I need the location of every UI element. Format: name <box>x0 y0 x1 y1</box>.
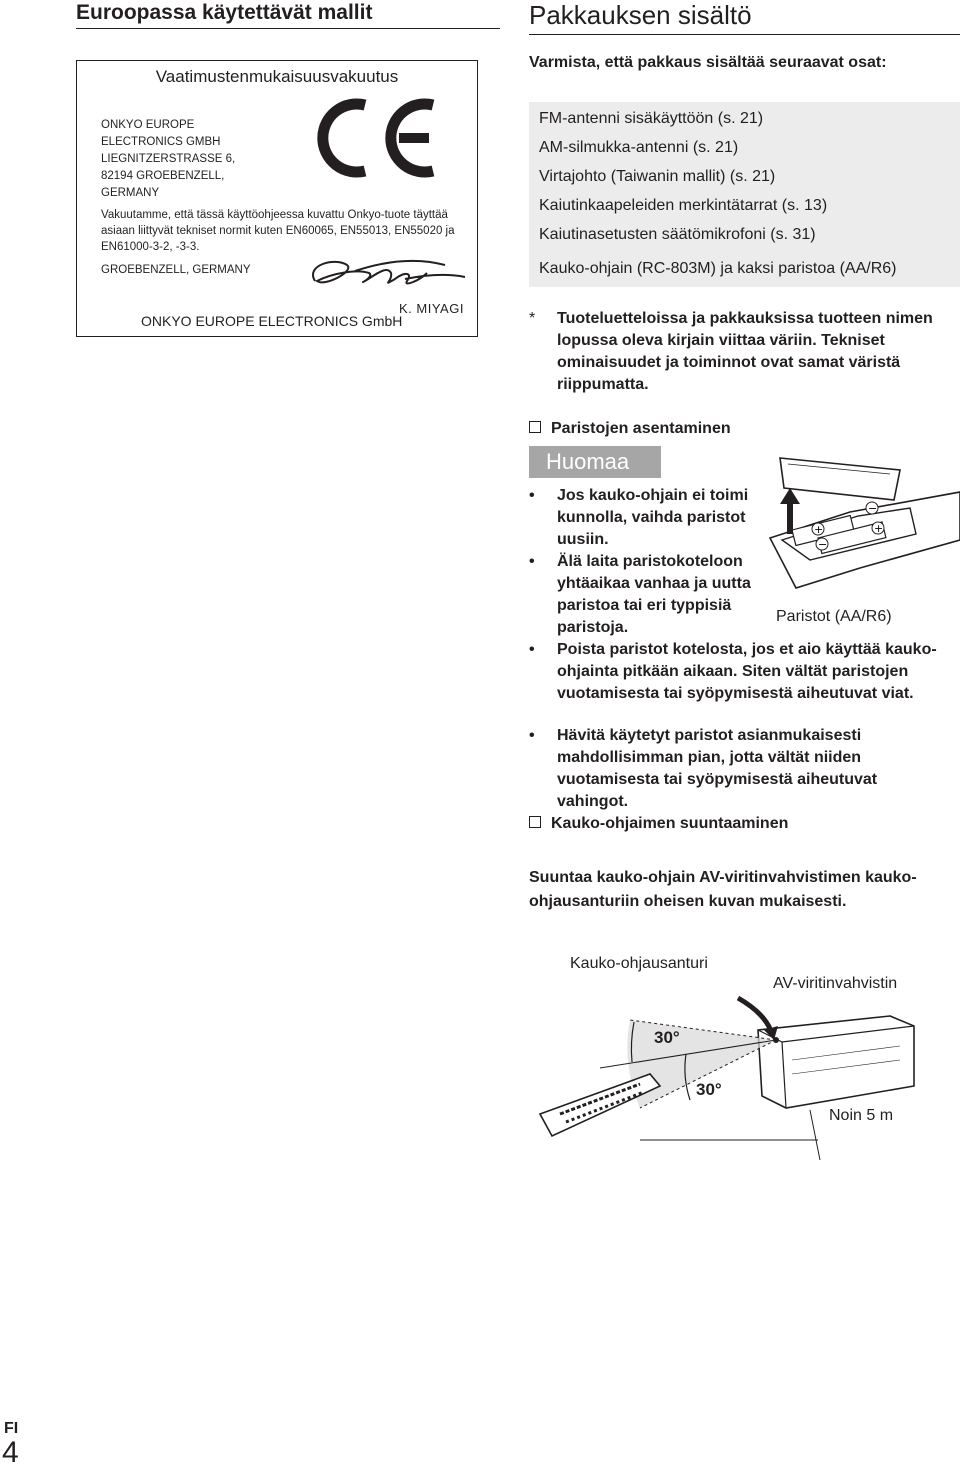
list-item: Kaiutinkaapeleiden merkintätarrat (s. 13) <box>539 197 828 214</box>
left-heading: Euroopassa käytettävät mallit <box>76 0 500 29</box>
section-title-text: Paristojen asentaminen <box>551 420 731 437</box>
checkbox-icon <box>529 816 541 828</box>
battery-section-title <box>529 420 731 438</box>
bullet-text: Jos kauko-ohjain ei toimi kunnolla, vaihda paristot uusiin. <box>557 487 749 548</box>
signature-icon <box>295 251 475 301</box>
right-heading: Pakkauksen sisältö <box>529 0 960 35</box>
address-line: ONKYO EUROPE <box>101 119 195 131</box>
package-intro: Varmista, että pakkaus sisältää seuraavat osat: <box>529 54 887 71</box>
asterisk: * <box>529 310 536 327</box>
list-item: Kauko-ohjain (RC-803M) ja kaksi paristoa (AA/R6) <box>539 260 897 277</box>
bullet-icon: • <box>529 487 535 504</box>
aim-section-title <box>529 815 788 833</box>
battery-illustration-icon <box>740 448 960 598</box>
sensor-label: Kauko-ohjausanturi <box>570 955 708 972</box>
declaration-statement: Vakuutamme, että tässä käyttöohjeessa kuvattu Onkyo-tuote täyttää asiaan liittyvät tekniset normit kuten EN60065, EN55013, EN55020 ja EN61000-3-2, -3-3. <box>101 209 455 253</box>
section-title-text: Kauko-ohjaimen suuntaaminen <box>551 815 789 832</box>
battery-caption: Paristot (AA/R6) <box>776 608 892 625</box>
aim-instructions: Suuntaa kauko-ohjain AV-viritinvahvistimen kauko-ohjausanturiin oheisen kuvan mukaisesti. <box>529 869 917 910</box>
list-item: Kaiutinasetusten säätömikrofoni (s. 31) <box>539 226 816 243</box>
distance-label: Noin 5 m <box>829 1107 894 1124</box>
svg-text:+: + <box>874 522 884 535</box>
list-item: FM-antenni sisäkäyttöön (s. 21) <box>539 110 764 127</box>
angle-label-top: 30° <box>654 1028 680 1047</box>
bullet-icon: • <box>529 641 535 658</box>
note-badge: Huomaa <box>529 446 661 478</box>
bullet-text: Poista paristot kotelosta, jos et aio käyttää kauko-ohjainta pitkään aikaan. Siten vältät paristojen vuotamisesta tai syöpymisestä aiheutuvat viat. <box>557 641 937 702</box>
list-item: Virtajohto (Taiwanin mallit) (s. 21) <box>539 168 776 185</box>
list-item <box>529 551 754 639</box>
address-line: LIEGNITZERSTRASSE 6, <box>101 153 236 165</box>
declaration-title: Vaatimustenmukaisuusvakuutus <box>155 67 399 86</box>
signer-name: K. MIYAGI <box>399 301 464 316</box>
bullet-icon: • <box>529 553 535 570</box>
package-contents-list <box>529 102 960 287</box>
bullet-icon: • <box>529 727 535 744</box>
address-line: GERMANY <box>101 187 160 199</box>
list-item <box>529 639 954 705</box>
language-tag: FI <box>4 1420 19 1437</box>
page-number: 4 <box>2 1436 19 1469</box>
angle-label-bottom: 30° <box>696 1080 722 1099</box>
manufacturer-address <box>101 117 301 202</box>
remote-aiming-diagram-icon <box>530 990 950 1170</box>
note-text: Tuoteluetteloissa ja pakkauksissa tuotteen nimen lopussa oleva kirjain viittaa väriin. Tekniset ominaisuudet ja toiminnot ovat samat väristä riippumatta. <box>557 310 933 393</box>
svg-text:+: + <box>814 523 824 536</box>
bullet-text: Hävitä käytetyt paristot asianmukaisesti mahdollisimman pian, jotta vältät niiden vuotamisesta tai syöpymisestä aiheutuvat vahingot. <box>557 727 878 810</box>
checkbox-icon <box>529 421 541 433</box>
list-item <box>529 485 749 551</box>
address-line: 82194 GROEBENZELL, <box>101 170 225 182</box>
declaration-city: GROEBENZELL, GERMANY <box>101 264 251 276</box>
svg-text:−: − <box>818 538 828 551</box>
address-line: ELECTRONICS GMBH <box>101 136 221 148</box>
declaration-box <box>76 60 478 337</box>
ce-mark-icon <box>313 93 443 183</box>
color-note <box>529 308 954 396</box>
list-item: AM-silmukka-antenni (s. 21) <box>539 139 739 156</box>
declaration-company: ONKYO EUROPE ELECTRONICS GmbH <box>141 313 403 329</box>
receiver-label: AV-viritinvahvistin <box>773 975 898 992</box>
bullet-text: Älä laita paristokoteloon yhtäaikaa vanhaa ja uutta paristoa tai eri typpisiä paristoja. <box>557 553 751 636</box>
svg-text:−: − <box>868 502 878 515</box>
list-item <box>529 725 949 813</box>
